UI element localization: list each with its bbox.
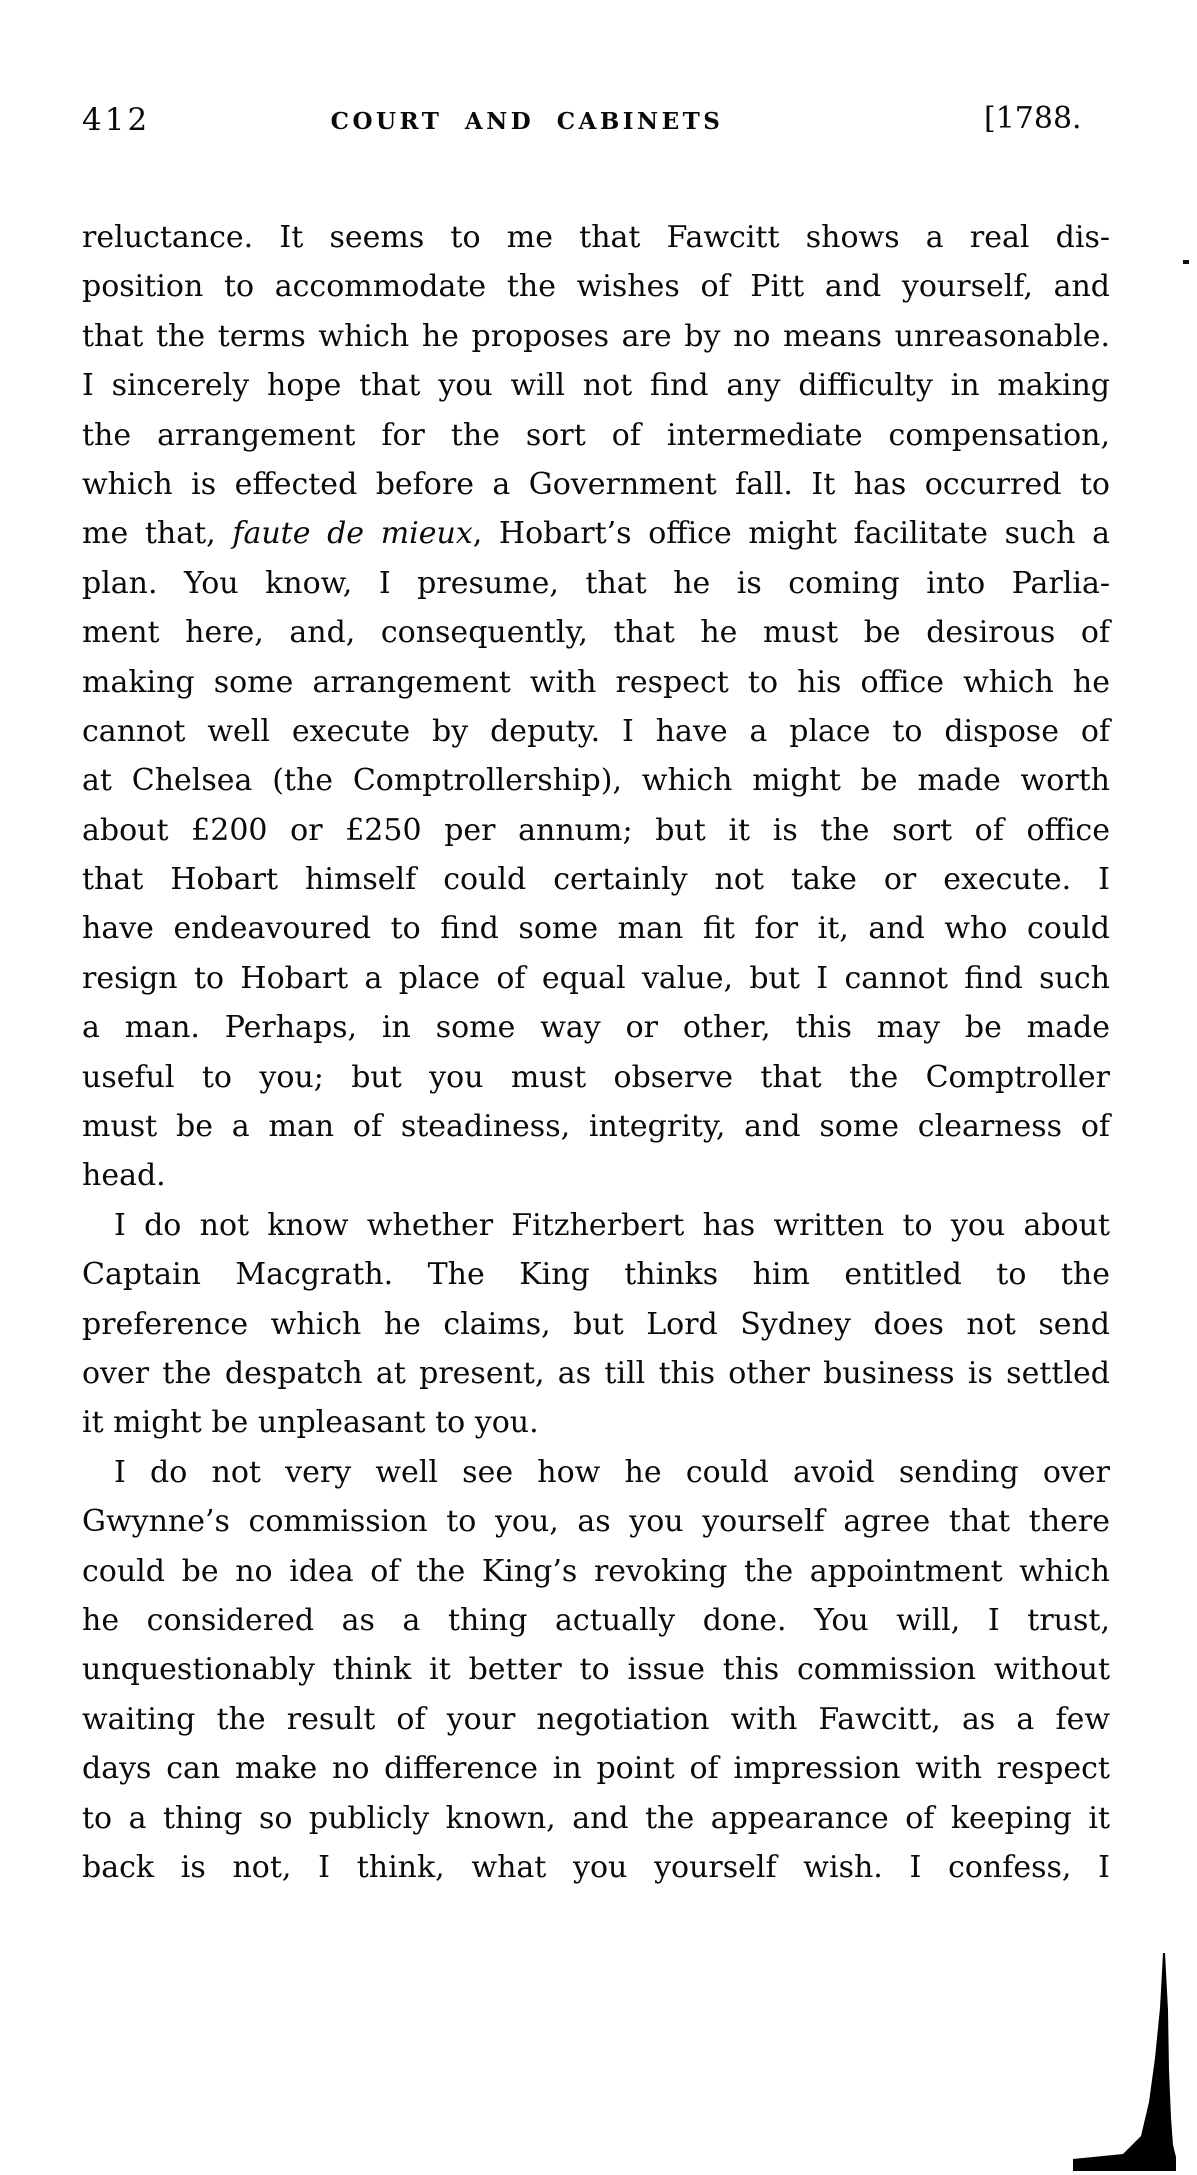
- text-line: could be no idea of the King’s revoking the appointment which: [82, 1553, 1110, 1589]
- text-line: must be a man of steadiness, integrity, and some clearness of: [82, 1109, 1110, 1145]
- text-line: days can make no difference in point of impression with respect: [82, 1751, 1110, 1787]
- text-line: to a thing so publicly known, and the appearance of keeping it: [82, 1800, 1110, 1836]
- text-line: about £200 or £250 per annum; but it is the sort of office: [82, 812, 1110, 848]
- text-line: Captain Macgrath. The King thinks him entitled to the: [82, 1257, 1110, 1293]
- text-line: the arrangement for the sort of intermediate compensation,: [82, 417, 1110, 453]
- page-body: [82, 213, 1110, 1892]
- text-line: he considered as a thing actually done. You will, I trust,: [82, 1602, 1110, 1638]
- text-line: that Hobart himself could certainly not take or execute. I: [82, 862, 1110, 898]
- text-line: me that, faute de mieux, Hobart’s office might facilitate such a: [82, 516, 1110, 552]
- text-line: Gwynne’s commission to you, as you yourself agree that there: [82, 1504, 1110, 1540]
- page-number: 412: [82, 102, 151, 138]
- text-line: have endeavoured to find some man fit for it, and who could: [82, 911, 1110, 947]
- text-line: waiting the result of your negotiation with Fawcitt, as a few: [82, 1701, 1110, 1737]
- text-line: I do not very well see how he could avoid sending over: [114, 1454, 1110, 1490]
- ink-blotch-artifact: [1065, 1950, 1180, 2175]
- running-header-year: [1788.: [984, 101, 1082, 136]
- text-line: a man. Perhaps, in some way or other, this may be made: [82, 1010, 1110, 1046]
- text-line: I sincerely hope that you will not find any difficulty in making: [82, 368, 1110, 404]
- scan-speck-artifact: [1183, 260, 1189, 264]
- text-line: unquestionably think it better to issue this commission without: [82, 1652, 1110, 1688]
- text-line: back is not, I think, what you yourself wish. I confess, I: [82, 1849, 1110, 1885]
- running-header-title: COURT AND CABINETS: [330, 108, 724, 135]
- text-line: resign to Hobart a place of equal value, but I cannot find such: [82, 960, 1110, 996]
- text-line: I do not know whether Fitzherbert has written to you about: [114, 1207, 1110, 1243]
- text-line: at Chelsea (the Comptrollership), which might be made worth: [82, 763, 1110, 799]
- text-line: making some arrangement with respect to his office which he: [82, 664, 1110, 700]
- text-line: it might be unpleasant to you.: [82, 1405, 539, 1441]
- text-line: position to accommodate the wishes of Pitt and yourself, and: [82, 269, 1110, 305]
- text-line: over the despatch at present, as till this other business is settled: [82, 1355, 1110, 1391]
- text-line: that the terms which he proposes are by no means unreasonable.: [82, 318, 1110, 354]
- italic-phrase: faute de mieux: [232, 516, 473, 552]
- text-line: cannot well execute by deputy. I have a place to dispose of: [82, 713, 1110, 749]
- text-line: preference which he claims, but Lord Sydney does not send: [82, 1306, 1110, 1342]
- text-line: useful to you; but you must observe that the Comptroller: [82, 1059, 1110, 1095]
- text-line: ment here, and, consequently, that he must be desirous of: [82, 615, 1110, 651]
- text-line: reluctance. It seems to me that Fawcitt shows a real dis-: [82, 220, 1110, 255]
- text-line: which is effected before a Government fall. It has occurred to: [82, 466, 1110, 502]
- text-line: head.: [82, 1158, 166, 1194]
- text-line: plan. You know, I presume, that he is coming into Parlia-: [82, 565, 1110, 601]
